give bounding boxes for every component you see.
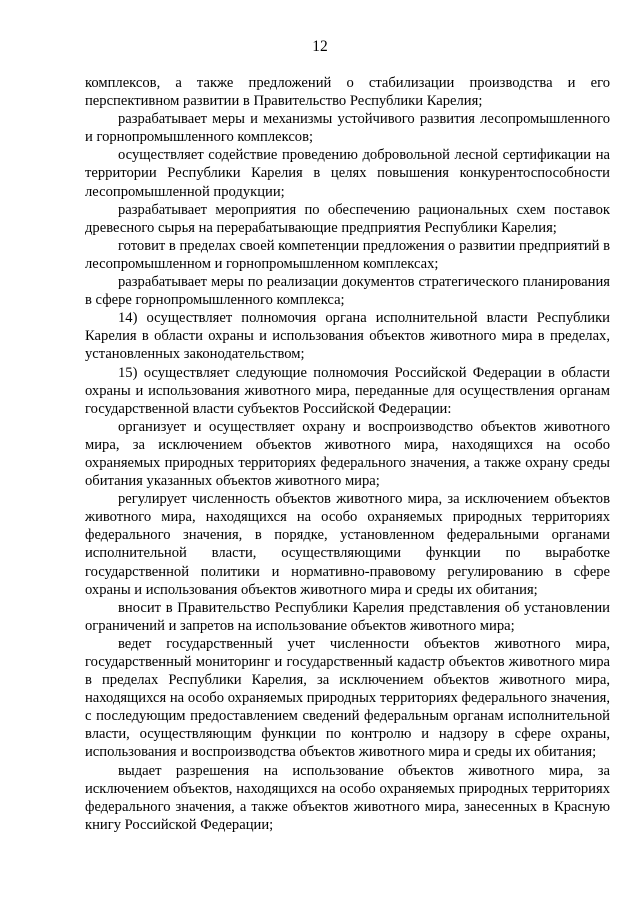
paragraph-2: разрабатывает меры и механизмы устойчивого развития лесопромышленного и горнопромышленного комплексов; [85, 111, 610, 146]
paragraph-13: выдает разрешения на использование объектов животного мира, за исключением объектов, находящихся на особо охраняемых природных территориях федерального значения, а также объектов животного мира, занесенных в Красную книгу Российской Федерации; [85, 762, 610, 833]
page-number: 12 [312, 38, 328, 55]
paragraph-11: вносит в Правительство Республики Карелия представления об установлении ограничений и запретов на использование объектов животного мира; [85, 599, 610, 634]
paragraph-4: разрабатывает мероприятия по обеспечению рациональных схем поставок древесного сырья на перерабатывающие предприятия Республики Карелия; [85, 201, 610, 236]
paragraph-10: регулирует численность объектов животного мира, за исключением объектов животного мира, находящихся на особо охраняемых природных территориях федерального значения, в порядке, установленном федеральными органами исполнительной власти, осуществляющими функции по выработке государственной политики и нормативно-правовому регулированию в сфере охраны и использования объектов животного мира и среды их обитания; [85, 491, 610, 598]
paragraph-1: комплексов, а также предложений о стабилизации производства и его перспективном развитии в Правительство Республики Карелия; [85, 75, 610, 110]
paragraph-5: готовит в пределах своей компетенции предложения о развитии предприятий в лесопромышленном и горнопромышленном комплексах; [85, 237, 610, 272]
paragraph-6: разрабатывает меры по реализации документов стратегического планирования в сфере горнопромышленного комплекса; [85, 274, 610, 309]
document-body [85, 74, 610, 834]
paragraph-9: организует и осуществляет охрану и воспроизводство объектов животного мира, за исключением объектов животного мира, находящихся на особо охраняемых природных территориях федерального значения, а также охрану среды обитания указанных объектов животного мира; [85, 418, 610, 490]
paragraph-8: 15) осуществляет следующие полномочия Российской Федерации в области охраны и использования животного мира, переданные для осуществления органам государственной власти субъектов Российской Федерации: [85, 364, 610, 417]
paragraph-3: осуществляет содействие проведению добровольной лесной сертификации на территории Республики Карелия в целях повышения конкурентоспособности лесопромышленной продукции; [85, 147, 610, 200]
paragraph-12: ведет государственный учет численности объектов животного мира, государственный мониторинг и государственный кадастр объектов животного мира в пределах Республики Карелия, за исключением объектов животного мира, находящихся на особо охраняемых природных территориях федерального значения, с последующим предоставлением сведений федеральным органам исполнительной власти, осуществляющим функции по контролю и надзору в сфере охраны, использования и воспроизводства объектов животного мира и среды их обитания; [85, 635, 610, 761]
paragraph-7: 14) осуществляет полномочия органа исполнительной власти Республики Карелия в области охраны и использования объектов животного мира в пределах, установленных законодательством; [85, 310, 610, 363]
